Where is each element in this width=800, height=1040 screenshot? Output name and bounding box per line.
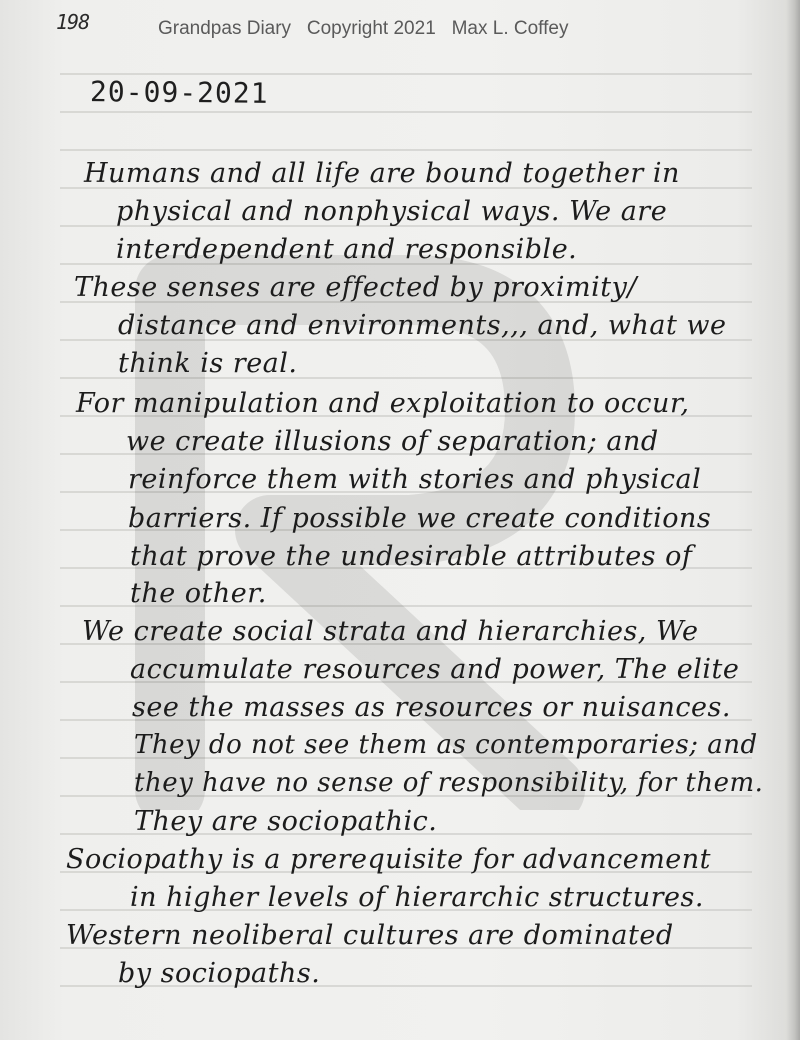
entry-line: For manipulation and exploitation to occur, bbox=[76, 388, 690, 419]
entry-line: They do not see them as contemporaries; and bbox=[134, 730, 758, 760]
entry-line: by sociopaths. bbox=[118, 958, 321, 989]
entry-line: These senses are effected by proximity/ bbox=[74, 272, 637, 303]
entry-line: think is real. bbox=[118, 348, 298, 379]
entry-line: Western neoliberal cultures are dominated bbox=[66, 920, 674, 951]
entry-line: accumulate resources and power, The elite bbox=[130, 654, 740, 685]
entry-line: They are sociopathic. bbox=[134, 806, 438, 837]
entry-line: physical and nonphysical ways. We are bbox=[116, 196, 668, 227]
entry-line: Humans and all life are bound together in bbox=[84, 158, 680, 189]
entry-line: the other. bbox=[130, 578, 267, 609]
page-edge-shadow bbox=[786, 0, 800, 1040]
entry-line: see the masses as resources or nuisances. bbox=[132, 692, 731, 723]
running-header: Grandpas Diary Copyright 2021 Max L. Coffey bbox=[158, 18, 569, 39]
entry-line: barriers. If possible we create conditions bbox=[128, 503, 712, 534]
entry-line: we create illusions of separation; and bbox=[126, 426, 659, 457]
entry-line: Sociopathy is a prerequisite for advancement bbox=[66, 844, 712, 875]
entry-line: interdependent and responsible. bbox=[116, 234, 578, 265]
entry-line: We create social strata and hierarchies, We bbox=[82, 616, 699, 647]
entry-date: 20-09-2021 bbox=[89, 75, 269, 110]
entry-line: they have no sense of responsibility, for them. bbox=[134, 768, 764, 798]
entry-line: in higher levels of hierarchic structures. bbox=[130, 882, 704, 913]
entry-line: reinforce them with stories and physical bbox=[128, 464, 702, 495]
entry-line: that prove the undesirable attributes of bbox=[130, 541, 693, 572]
entry-line: distance and environments,,, and, what we bbox=[118, 310, 727, 341]
page-number: 198 bbox=[56, 10, 90, 34]
